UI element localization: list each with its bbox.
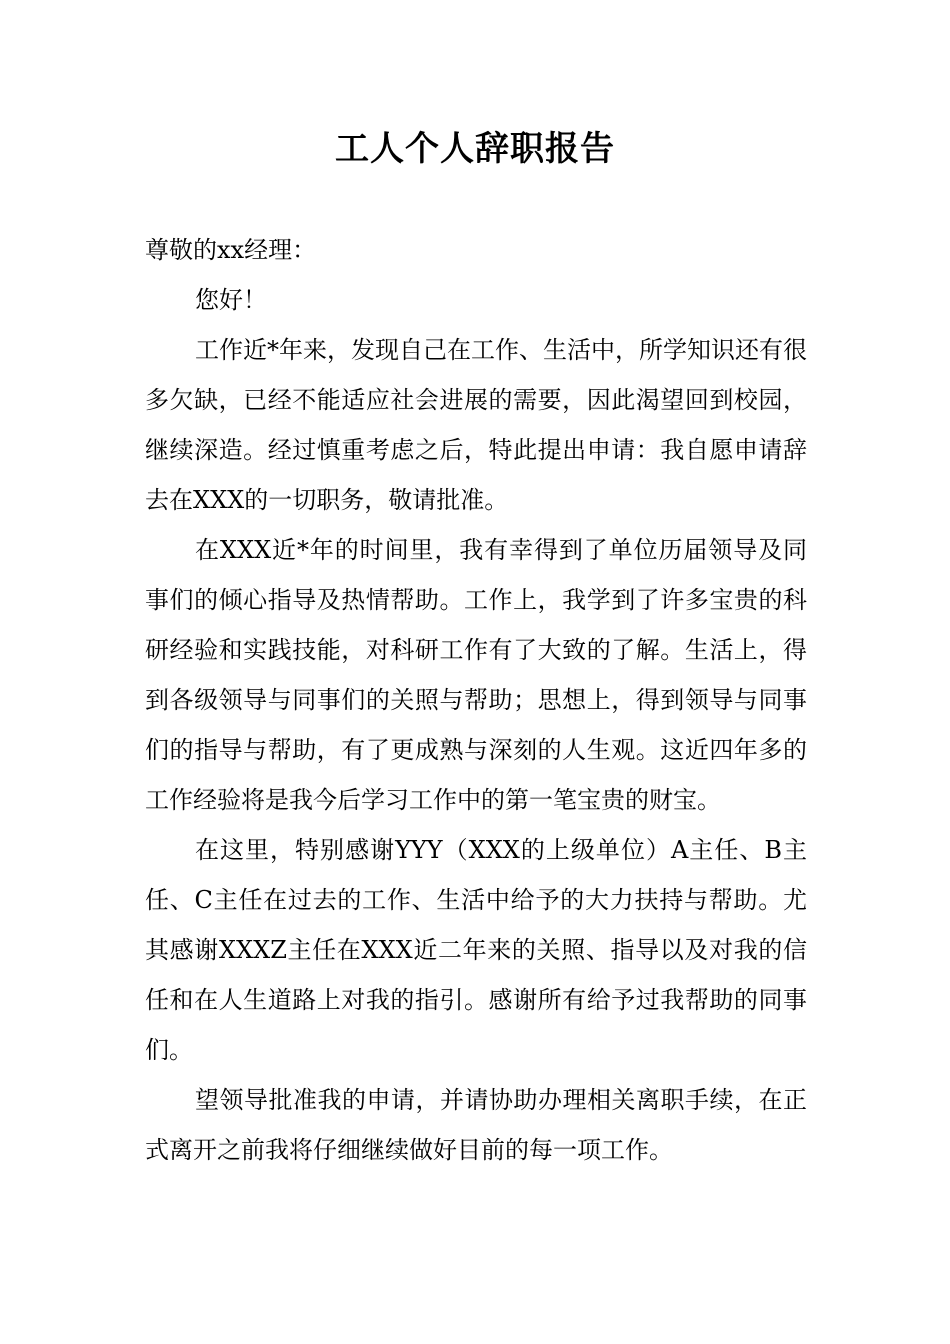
document-title: 工人个人辞职报告: [335, 129, 615, 169]
greeting: 您好！: [195, 286, 267, 314]
paragraph-1: 工作近*年来，发现自己在工作、生活中，所学知识还有很多欠缺，已经不能适应社会进展的需要，因此渴望回到校园，继续深造。经过慎重考虑之后，特此提出申请：我自愿申请辞去在XXX的一切职务，敬请批准。: [145, 336, 807, 514]
paragraph-4: 望领导批准我的申请，并请协助办理相关离职手续，在正式离开之前我将仔细继续做好目前的每一项工作。: [145, 1086, 807, 1164]
salutation: 尊敬的xx经理：: [145, 236, 317, 264]
document-body: [145, 225, 807, 1175]
paragraph-2: 在XXX近*年的时间里，我有幸得到了单位历届领导及同事们的倾心指导及热情帮助。工作上，我学到了许多宝贵的科研经验和实践技能，对科研工作有了大致的了解。生活上，得到各级领导与同事们的关照与帮助；思想上，得到领导与同事们的指导与帮助，有了更成熟与深刻的人生观。这近四年多的工作经验将是我今后学习工作中的第一笔宝贵的财宝。: [145, 536, 807, 814]
paragraph-3: 在这里，特别感谢YYY（XXX的上级单位）A主任、B主任、C主任在过去的工作、生活中给予的大力扶持与帮助。尤其感谢XXXZ主任在XXX近二年来的关照、指导以及对我的信任和在人生道路上对我的指引。感谢所有给予过我帮助的同事们。: [145, 836, 807, 1064]
